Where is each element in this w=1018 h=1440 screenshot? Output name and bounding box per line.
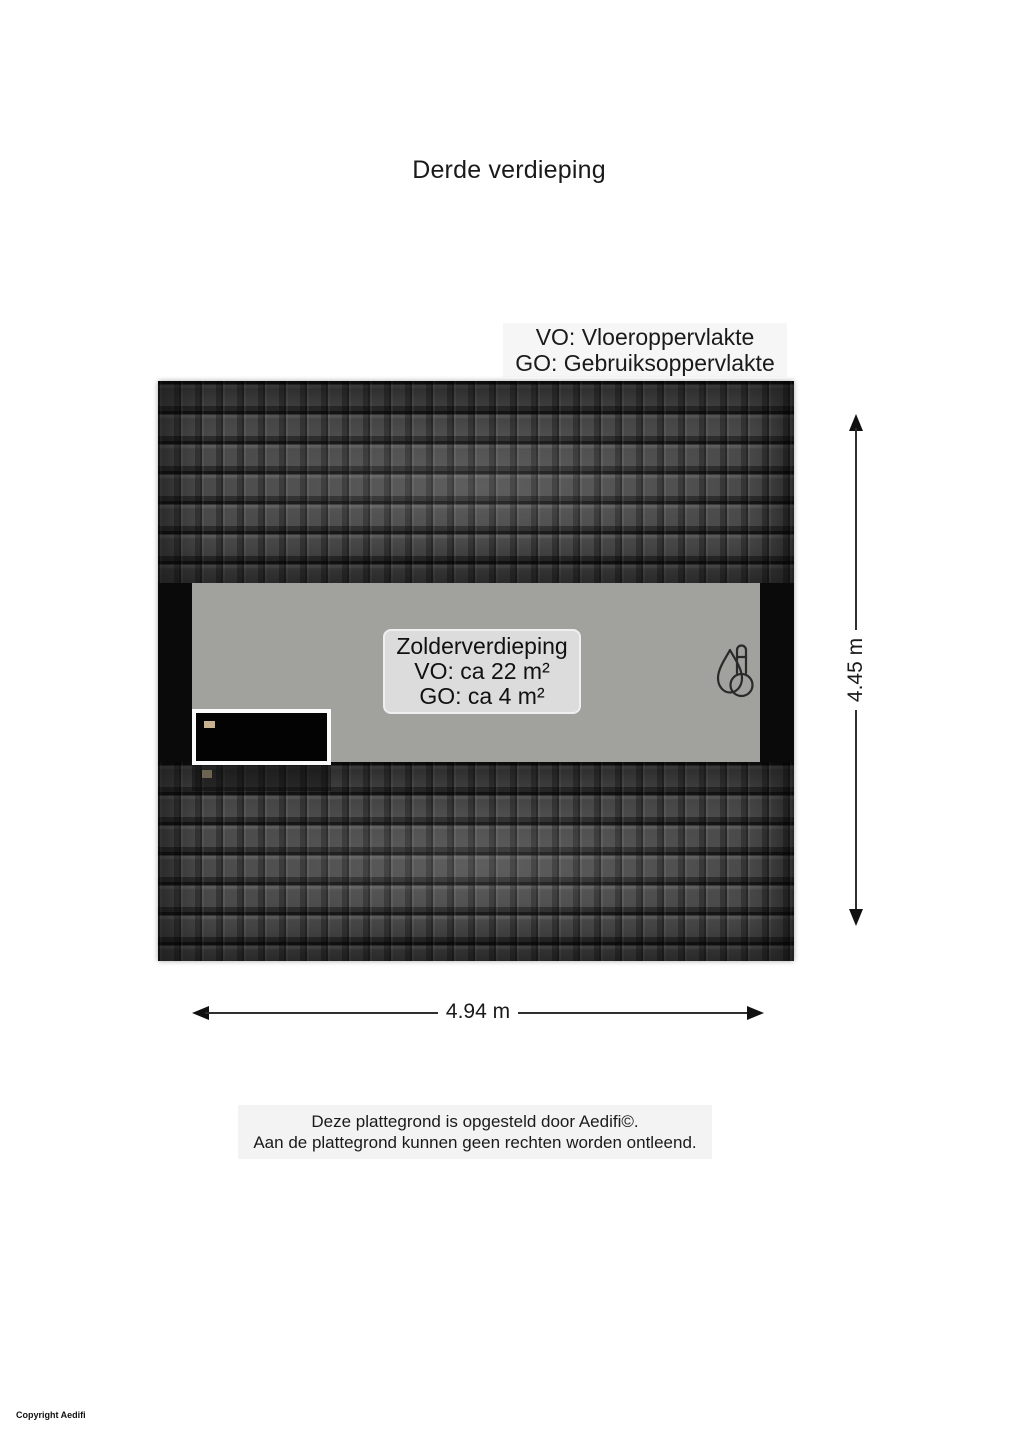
stair-detail-faint [202, 770, 212, 778]
room-label [383, 629, 581, 714]
arrow-right-icon [747, 1006, 764, 1020]
legend-line-vo: VO: Vloeroppervlakte [535, 324, 755, 350]
room-vo: VO: ca 22 m² [414, 658, 550, 684]
arrow-down-icon [849, 909, 863, 926]
width-dimension-line-right [518, 1012, 749, 1014]
room-go: GO: ca 4 m² [419, 683, 545, 709]
copyright-notice: Copyright Aedifi [16, 1410, 86, 1420]
page-title: Derde verdieping [412, 156, 606, 184]
disclaimer [238, 1105, 712, 1159]
wall-left [158, 583, 192, 762]
stair-detail [204, 721, 215, 728]
roof-top [158, 381, 794, 583]
stairwell-opening [192, 709, 331, 765]
room-name: Zolderverdieping [396, 633, 568, 659]
wall-right [760, 583, 794, 762]
height-dimension-line-bottom [855, 710, 857, 912]
disclaimer-line-2: Aan de plattegrond kunnen geen rechten worden ontleend. [253, 1133, 697, 1152]
height-dimension-line-top [855, 428, 857, 630]
roof-bottom [158, 762, 794, 961]
width-dimension-label: 4.94 m [445, 1000, 511, 1023]
stairwell-shadow [192, 762, 331, 791]
height-dimension-label: 4.45 m [844, 637, 867, 703]
width-dimension-line-left [205, 1012, 438, 1014]
legend-line-go: GO: Gebruiksoppervlakte [515, 350, 775, 376]
floorplan [158, 381, 794, 961]
water-heater-icon [716, 643, 756, 701]
legend-box [503, 323, 787, 377]
disclaimer-line-1: Deze plattegrond is opgesteld door Aedifi©. [311, 1112, 639, 1131]
